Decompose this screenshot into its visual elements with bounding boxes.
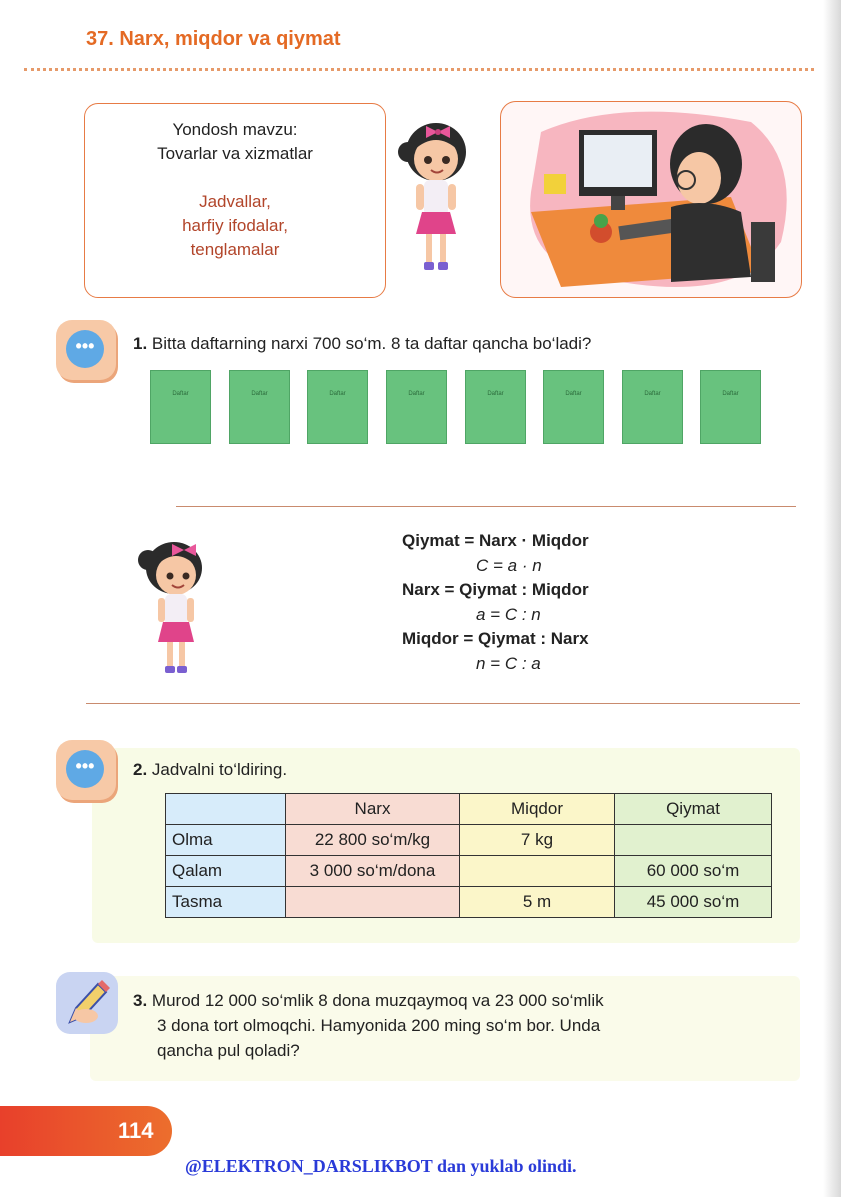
task3-statement <box>133 988 604 1063</box>
table-cell: Tasma <box>166 887 286 918</box>
task1-text: Bitta daftarning narxi 700 so‘m. 8 ta daftar qancha bo‘ladi? <box>151 334 592 353</box>
related-topic-box <box>84 103 386 298</box>
girl-illustration <box>392 112 474 277</box>
table-row <box>166 887 772 918</box>
notebook-8 <box>700 370 761 444</box>
task2-statement <box>133 757 287 782</box>
table-header-cell: Narx <box>286 794 460 825</box>
notebook-label: Daftar <box>644 391 661 397</box>
notebook-4 <box>386 370 447 444</box>
table-cell: 7 kg <box>460 825 615 856</box>
girl-illustration-second <box>134 532 216 680</box>
task3-line-2: 3 dona tort olmoqchi. Hamyonida 200 ming so‘m bor. Unda <box>157 1016 601 1035</box>
topic-item-equations: tenglamalar <box>190 240 280 259</box>
notebook-label: Daftar <box>565 391 582 397</box>
notebook-1 <box>150 370 211 444</box>
formula-block <box>402 529 589 676</box>
task2-speech-icon <box>56 740 116 800</box>
notebook-label: Daftar <box>172 391 189 397</box>
table-header-cell: Qiymat <box>615 794 772 825</box>
table-cell: 60 000 so‘m <box>615 856 772 887</box>
computer-scene-image <box>501 102 801 297</box>
task1-number: 1. <box>133 334 148 353</box>
download-credit: @ELEKTRON_DARSLIKBOT dan yuklab olindi. <box>185 1156 577 1176</box>
notebooks-row <box>150 370 765 445</box>
notebook-label: Daftar <box>487 391 504 397</box>
table-cell-blank[interactable] <box>615 825 772 856</box>
task3-line-1: Murod 12 000 so‘mlik 8 dona muzqaymoq va 23 000 so‘mlik <box>151 991 604 1010</box>
related-topic-name: Tovarlar va xizmatlar <box>157 144 313 163</box>
table-cell-blank[interactable] <box>286 887 460 918</box>
notebook-6 <box>543 370 604 444</box>
notebook-label: Daftar <box>722 391 739 397</box>
task3-number: 3. <box>133 991 148 1010</box>
table-header-row <box>166 794 772 825</box>
task2-text: Jadvalni to‘ldiring. <box>151 760 288 779</box>
table-cell-blank[interactable] <box>460 856 615 887</box>
speech-bubble-icon: ••• <box>66 750 104 788</box>
price-quantity-table <box>165 793 772 918</box>
notebook-label: Daftar <box>329 391 346 397</box>
notebook-label: Daftar <box>251 391 268 397</box>
topic-item-expressions: harfiy ifodalar, <box>182 216 288 235</box>
task1-speech-icon <box>56 320 116 380</box>
section-divider-top <box>176 506 796 507</box>
related-topic-label: Yondosh mavzu: <box>172 120 298 139</box>
notebook-label: Daftar <box>408 391 425 397</box>
pencil-icon <box>56 972 118 1034</box>
title-divider <box>24 68 814 71</box>
table-cell: 45 000 so‘m <box>615 887 772 918</box>
table-header-cell <box>166 794 286 825</box>
section-divider-bottom <box>86 703 800 704</box>
notebook-7 <box>622 370 683 444</box>
speech-bubble-icon: ••• <box>66 330 104 368</box>
table-cell: 5 m <box>460 887 615 918</box>
table-cell: 22 800 so‘m/kg <box>286 825 460 856</box>
formula-cost-letters: C = a · n <box>476 555 542 575</box>
formula-quantity-letters: n = C : a <box>476 653 541 673</box>
notebook-3 <box>307 370 368 444</box>
table-header-cell: Miqdor <box>460 794 615 825</box>
topic-item-tables: Jadvallar, <box>199 192 271 211</box>
notebook-2 <box>229 370 290 444</box>
task2-number: 2. <box>133 760 148 779</box>
task3-line-3: qancha pul qoladi? <box>157 1041 300 1060</box>
page-edge-shadow <box>823 0 841 1197</box>
table-cell: Qalam <box>166 856 286 887</box>
task3-pencil-badge <box>56 972 118 1034</box>
page-number: 114 <box>118 1118 154 1143</box>
task1-statement <box>133 331 591 356</box>
formula-cost: Qiymat = Narx · Miqdor <box>402 531 589 550</box>
table-cell: 3 000 so‘m/dona <box>286 856 460 887</box>
formula-quantity: Miqdor = Qiymat : Narx <box>402 629 589 648</box>
table-cell: Olma <box>166 825 286 856</box>
table-row <box>166 825 772 856</box>
lesson-title: 37. Narx, miqdor va qiymat <box>86 28 341 50</box>
formula-price-letters: a = C : n <box>476 604 541 624</box>
table-row <box>166 856 772 887</box>
girl-at-computer-illustration <box>500 101 802 298</box>
formula-price: Narx = Qiymat : Miqdor <box>402 580 589 599</box>
notebook-5 <box>465 370 526 444</box>
